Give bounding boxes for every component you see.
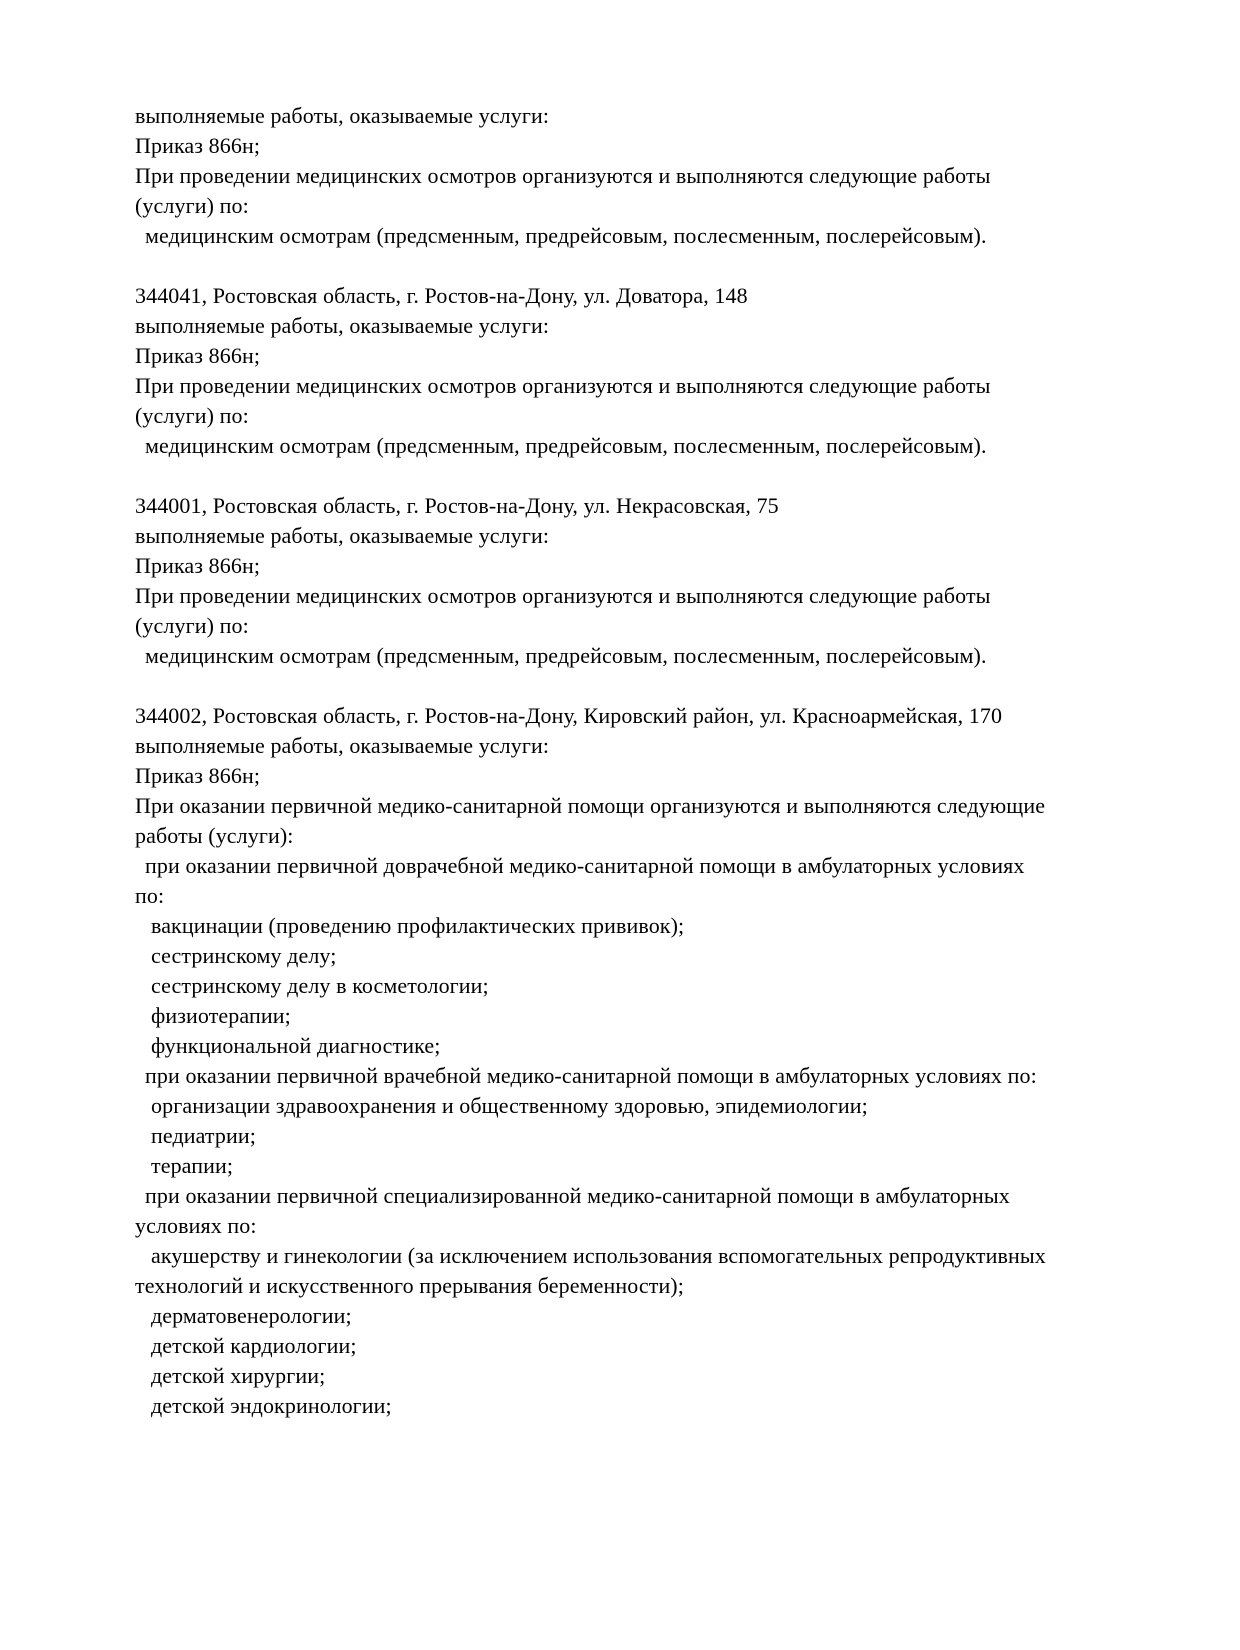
document-line: выполняемые работы, оказываемые услуги:: [135, 313, 550, 338]
document-line: При проведении медицинских осмотров организуются и выполняются следующие работы: [135, 163, 991, 188]
document-line: медицинским осмотрам (предсменным, предрейсовым, послесменным, послерейсовым).: [145, 433, 987, 458]
document-line: педиатрии;: [151, 1123, 256, 1148]
document-line: условиях по:: [135, 1213, 257, 1238]
section-address: 344002, Ростовская область, г. Ростов-на-Дону, Кировский район, ул. Красноармейская, 170: [135, 703, 1003, 728]
section-address: 344001, Ростовская область, г. Ростов-на-Дону, ул. Некрасовская, 75: [135, 493, 779, 518]
document-line: детской эндокринологии;: [151, 1393, 392, 1418]
document-line: Приказ 866н;: [135, 763, 261, 788]
document-line: сестринскому делу в косметологии;: [151, 973, 489, 998]
document-line: выполняемые работы, оказываемые услуги:: [135, 523, 550, 548]
license-section-2: [135, 281, 1200, 461]
document-line: детской кардиологии;: [151, 1333, 357, 1358]
document-line: выполняемые работы, оказываемые услуги:: [135, 733, 550, 758]
document-line: при оказании первичной специализированной медико-санитарной помощи в амбулаторных: [145, 1183, 1010, 1208]
document-line: по:: [135, 883, 165, 908]
document-line: (услуги) по:: [135, 613, 249, 638]
document-line: физиотерапии;: [151, 1003, 291, 1028]
document-line: (услуги) по:: [135, 193, 249, 218]
license-section-3: [135, 491, 1200, 671]
document-line: при оказании первичной доврачебной медико-санитарной помощи в амбулаторных условиях: [145, 853, 1025, 878]
document-line: организации здравоохранения и общественному здоровью, эпидемиологии;: [151, 1093, 868, 1118]
document-line: акушерству и гинекологии (за исключением использования вспомогательных репродуктивных: [151, 1243, 1046, 1268]
document-line: дерматовенерологии;: [151, 1303, 352, 1328]
document-line: (услуги) по:: [135, 403, 249, 428]
document-line: работы (услуги):: [135, 823, 294, 848]
document-line: терапии;: [151, 1153, 234, 1178]
document-line: Приказ 866н;: [135, 343, 261, 368]
document-line: функциональной диагностике;: [151, 1033, 441, 1058]
document-line: сестринскому делу;: [151, 943, 337, 968]
document-line: Приказ 866н;: [135, 553, 261, 578]
license-section-4: [135, 701, 1200, 1421]
document-line: медицинским осмотрам (предсменным, предрейсовым, послесменным, послерейсовым).: [145, 643, 987, 668]
document-body: [135, 101, 1200, 1421]
license-section-1: [135, 101, 1200, 251]
document-line: вакцинации (проведению профилактических прививок);: [151, 913, 685, 938]
document-line: технологий и искусственного прерывания беременности);: [135, 1273, 684, 1298]
document-line: При проведении медицинских осмотров организуются и выполняются следующие работы: [135, 583, 991, 608]
document-line: Приказ 866н;: [135, 133, 261, 158]
section-address: 344041, Ростовская область, г. Ростов-на-Дону, ул. Доватора, 148: [135, 283, 748, 308]
document-line: выполняемые работы, оказываемые услуги:: [135, 103, 550, 128]
document-line: детской хирургии;: [151, 1363, 326, 1388]
document-line: При оказании первичной медико-санитарной помощи организуются и выполняются следующие: [135, 793, 1046, 818]
document-line: медицинским осмотрам (предсменным, предрейсовым, послесменным, послерейсовым).: [145, 223, 987, 248]
document-line: при оказании первичной врачебной медико-санитарной помощи в амбулаторных условиях по:: [145, 1063, 1037, 1088]
document-line: При проведении медицинских осмотров организуются и выполняются следующие работы: [135, 373, 991, 398]
